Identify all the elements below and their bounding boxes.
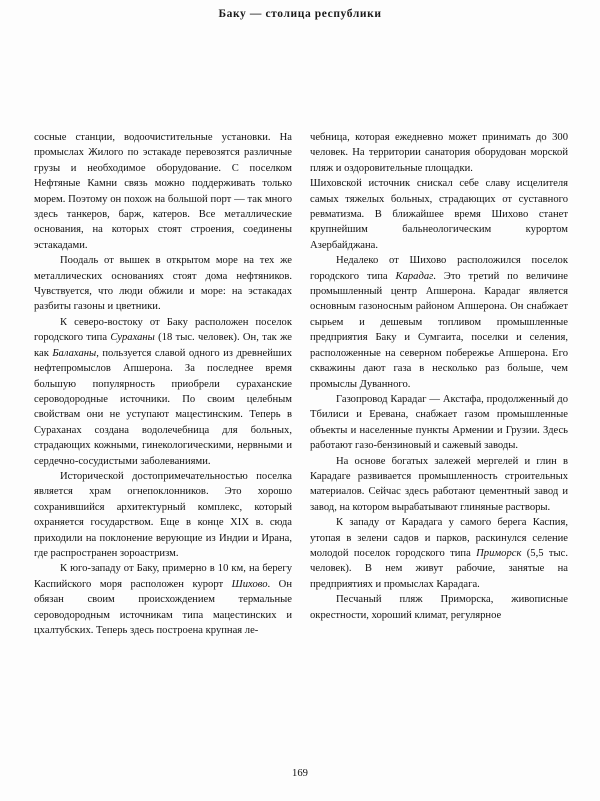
paragraph: Недалеко от Шихово расположился поселок городского типа Карадаг. Это третий по величине промышленный центр Апшерона. Карадаг является основным газоносным районом Апшерона. Он снабжает сырьем и дешевым топливом промышленные предприятия Баку и Сумгаита, поселки и селения, расположенные на северном побережье Апшерона. Его скважины дают газа в несколько раз больше, чем промыслы Дуванного.: [310, 255, 568, 390]
left-column: [34, 130, 292, 638]
paragraph: сосные станции, водоочистительные установки. На промыслах Жилого по эстакаде перевозятся различные грузы и необходимое оборудование. С поселком Нефтяные Камни связь можно поддерживать только морем. Поэтому он похож на большой порт — так много здесь танкеров, барж, катеров. Все металлические основания, на которых стоят строения, соединены эстакадами.: [34, 132, 292, 251]
paragraph: Исторической достопримечательностью поселка является храм огнепоклонников. Это хорошо сохранившийся архитектурный комплекс, который охраняется государством. Еще в конце XIX в. сюда приходили на поклонение верующие из Индии и Ирана, где распространен зороастризм.: [34, 470, 292, 559]
paragraph: К северо-востоку от Баку расположен поселок городского типа Сураханы (18 тыс. человек). Он, так же как Балаханы, пользуется славой одного из древнейших нефтепромыслов Апшерона. За последнее время большую популярность приобрели сураханские сероводородные источники. По своим целебным свойствам они не уступают мацестинским. Теперь в Сураханах создана водолечебница для больных, страдающих кожными, гинекологическими, нервными и сердечно-сосудистыми заболеваниями.: [34, 316, 293, 467]
paragraph: К юго-западу от Баку, примерно в 10 км, на берегу Каспийского моря расположен курорт Шихово. Он обязан своим происхождением термальные сероводородным источникам типа мацестинских и цхалтубских. Теперь здесь построена крупная ле-: [34, 563, 292, 636]
right-column: [310, 130, 568, 638]
paragraph: Газопровод Карадаг — Акстафа, продолженный до Тбилиси и Еревана, снабжает газом промышленные объекты и населенные пункты Армении и Грузии. Здесь работают газо-бензиновый и сажевый заводы.: [310, 393, 568, 452]
paragraph: чебница, которая ежедневно может принимать до 300 человек. На территории санатория оборудован морской пляж и оздоровительные площадки.: [310, 132, 568, 174]
paragraph: Песчаный пляж Приморска, живописные окрестности, хороший климат, регулярное: [310, 594, 568, 621]
paragraph: На основе богатых залежей мергелей и глин в Карадаге развивается промышленность строительных материалов. Сейчас здесь работают цементный завод и завод, на котором вырабатывают глиняные растворы.: [310, 455, 568, 513]
page-number: 169: [292, 768, 308, 779]
two-column-body: [34, 130, 568, 638]
paragraph: К западу от Карадага у самого берега Каспия, утопая в зелени садов и парков, раскинулся селение молодой поселок городского типа Приморск (5,5 тыс. человек). В нем живут рабочие, занятые на предприятиях и промыслах Карадага.: [310, 517, 568, 590]
running-head: Баку — столица республики: [218, 8, 382, 20]
paragraph: Поодаль от вышек в открытом море на тех же металлических основаниях стоят дома нефтяников. Чувствуется, что люди обжили и море: на эстакадах разбиты газоны и цветники.: [34, 255, 292, 313]
paragraph: Шиховской источник снискал себе славу исцелителя самых тяжелых больных, страдающих от суставного ревматизма. В ближайшее время Шихово станет крупнейшим бальнеологическим курортом Азербайджана.: [310, 178, 568, 251]
